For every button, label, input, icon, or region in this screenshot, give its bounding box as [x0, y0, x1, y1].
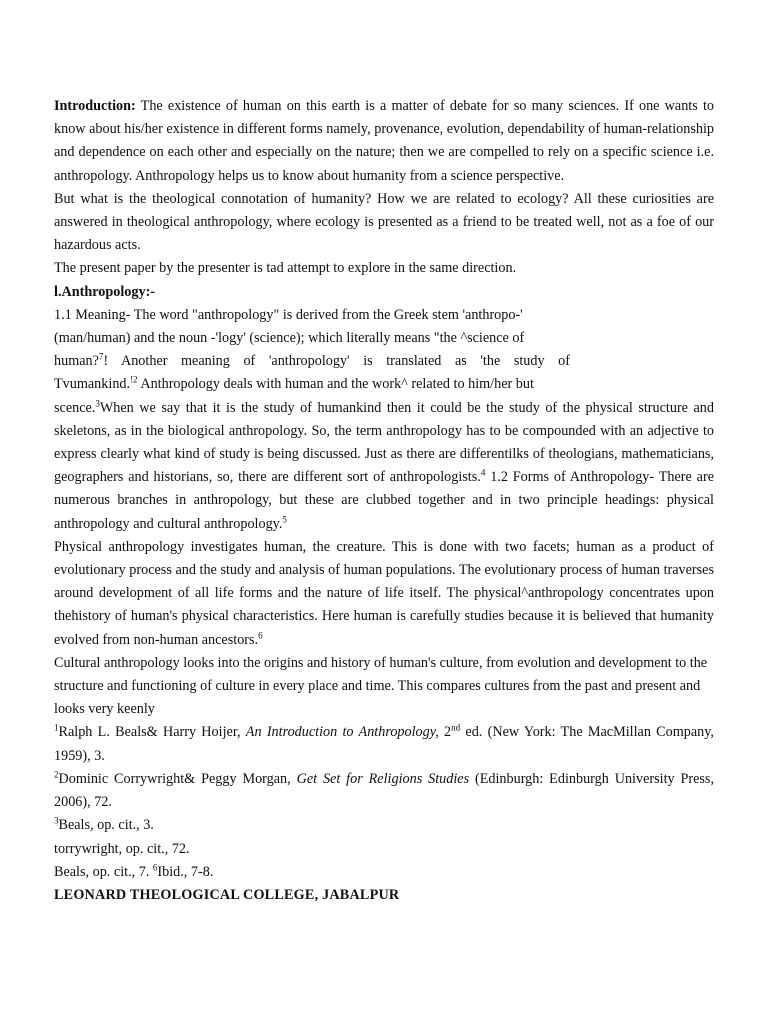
footnote-2-publisher: (Edinburgh: Edinburgh University Press, 2006), 72. [54, 770, 714, 811]
meaning-line-1: 1.1 Meaning- The word "anthropology" is derived from the Greek stem 'anthropo-' [54, 306, 523, 323]
footnote-2 [54, 768, 714, 814]
institution-footer: LEONARD THEOLOGICAL COLLEGE, JABALPUR [54, 886, 400, 903]
theology-paragraph: But what is the theological connotation of humanity? How we are related to ecology? All these curiosities are answered in theological anthropology, where ecology is presented as a friend to be treated well, not as a foe of our hazardous acts. [54, 190, 714, 254]
section-heading [54, 281, 714, 304]
footnote-number: 3 [54, 815, 59, 826]
footnote-3-text: Beals, op. cit., 3. [58, 817, 154, 834]
footnote-ref: 3 [95, 397, 100, 408]
meaning-line-3 [54, 350, 570, 373]
meaning-line-4-start: Tvumankind. [54, 376, 131, 393]
footnote-1-authors: Ralph L. Beals& Harry Hoijer, [58, 724, 246, 741]
document-body [54, 95, 714, 907]
footnote-1-title: An Introduction to Anthropology, [245, 724, 439, 741]
cultural-anthropology-paragraph: Cultural anthropology looks into the origins and history of human's culture, from evolution and development to the structure and functioning of culture in every place and time. This compares cultures from the past and present and looks very keenly [54, 654, 708, 718]
meaning-line-4 [54, 373, 714, 396]
footnote-1 [54, 721, 714, 767]
footnote-number: 6 [152, 861, 158, 872]
footnote-2-authors: Dominic Corrywright& Peggy Morgan, [58, 770, 297, 787]
meaning-text-start: scence. [54, 399, 96, 416]
meaning-line-3-start: human? [54, 353, 99, 370]
anthropology-heading: l.Anthropology:- [54, 283, 156, 300]
meaning-line-4-end: Anthropology deals with human and the work^ related to him/her but [137, 376, 534, 393]
footnote-3 [54, 814, 714, 837]
meaning-line-2: (man/human) and the noun -'logy' (science); which literally means "the ^science of [54, 330, 525, 347]
footnote-4: torrywright, op. cit., 72. [54, 840, 190, 857]
intro-text: The existence of human on this earth is a matter of debate for so many sciences. If one wants to know about his/her existence in different forms namely, provenance, evolution, dependability of human-relationship and dependence on each other and especially on the nature; then we are compelled to rely on a specific science i.e. anthropology. Anthropology helps us to know about humanity from a science perspective. [54, 98, 714, 184]
footnote-5 [54, 861, 714, 884]
footnote-2-title: Get Set for Religions Studies [296, 770, 470, 787]
physical-anthropology-paragraph [54, 536, 714, 652]
intro-paragraph [54, 95, 714, 188]
meaning-text: When we say that it is the study of humankind then it could be the study of the physical structure and skeletons, as in the biological anthropology. So, the term anthropology has to be compounded with an adjective to express clearly what kind of study is being discussed. Just as there are differentilks of theologians, mathematicians, geographers and historians, so, there are different sort of anthropologists. [54, 399, 714, 486]
footnote-number: 2 [54, 769, 59, 780]
footnote-1-publisher: ed. (New York: The MacMillan Company, 1959), 3. [54, 724, 714, 764]
footnote-ref: 6 [258, 629, 263, 640]
meaning-line-3-end: ! Another meaning of 'anthropology' is translated as 'the study of [103, 353, 570, 370]
ordinal-suffix: nd [451, 722, 461, 733]
footnote-number: 1 [54, 722, 59, 733]
physical-text: Physical anthropology investigates human, the creature. This is done with two facets; human as a product of evolutionary process and the study and analysis of human populations. The evolutionary process of human traverses around development of all life forms and the nature of life itself. The physical^anthropology concentrates upon thehistory of human's physical characteristics. Here human is carefully studies because it is believed that humanity evolved from non-human ancestors. [54, 538, 714, 648]
meaning-paragraph [54, 397, 714, 536]
presenter-paragraph: The present paper by the presenter is tad attempt to explore in the same direction. [54, 260, 517, 277]
forms-text: 1.2 Forms of Anthropology- There are numerous branches in anthropology, but these are clubbed together and in two principle headings: physical anthropology and cultural anthropology. [54, 469, 714, 532]
footnote-1-edition: 2 [438, 724, 452, 741]
intro-label: Introduction: [54, 98, 136, 114]
footnote-6-text: Ibid., 7-8. [157, 863, 214, 880]
footnote-ref: 5 [282, 513, 287, 524]
footnote-ref: 7 [98, 351, 104, 362]
footnote-5-text: Beals, op. cit., 7. [54, 863, 153, 880]
footnote-ref: 4 [480, 467, 486, 478]
footnote-ref: !2 [130, 374, 138, 385]
